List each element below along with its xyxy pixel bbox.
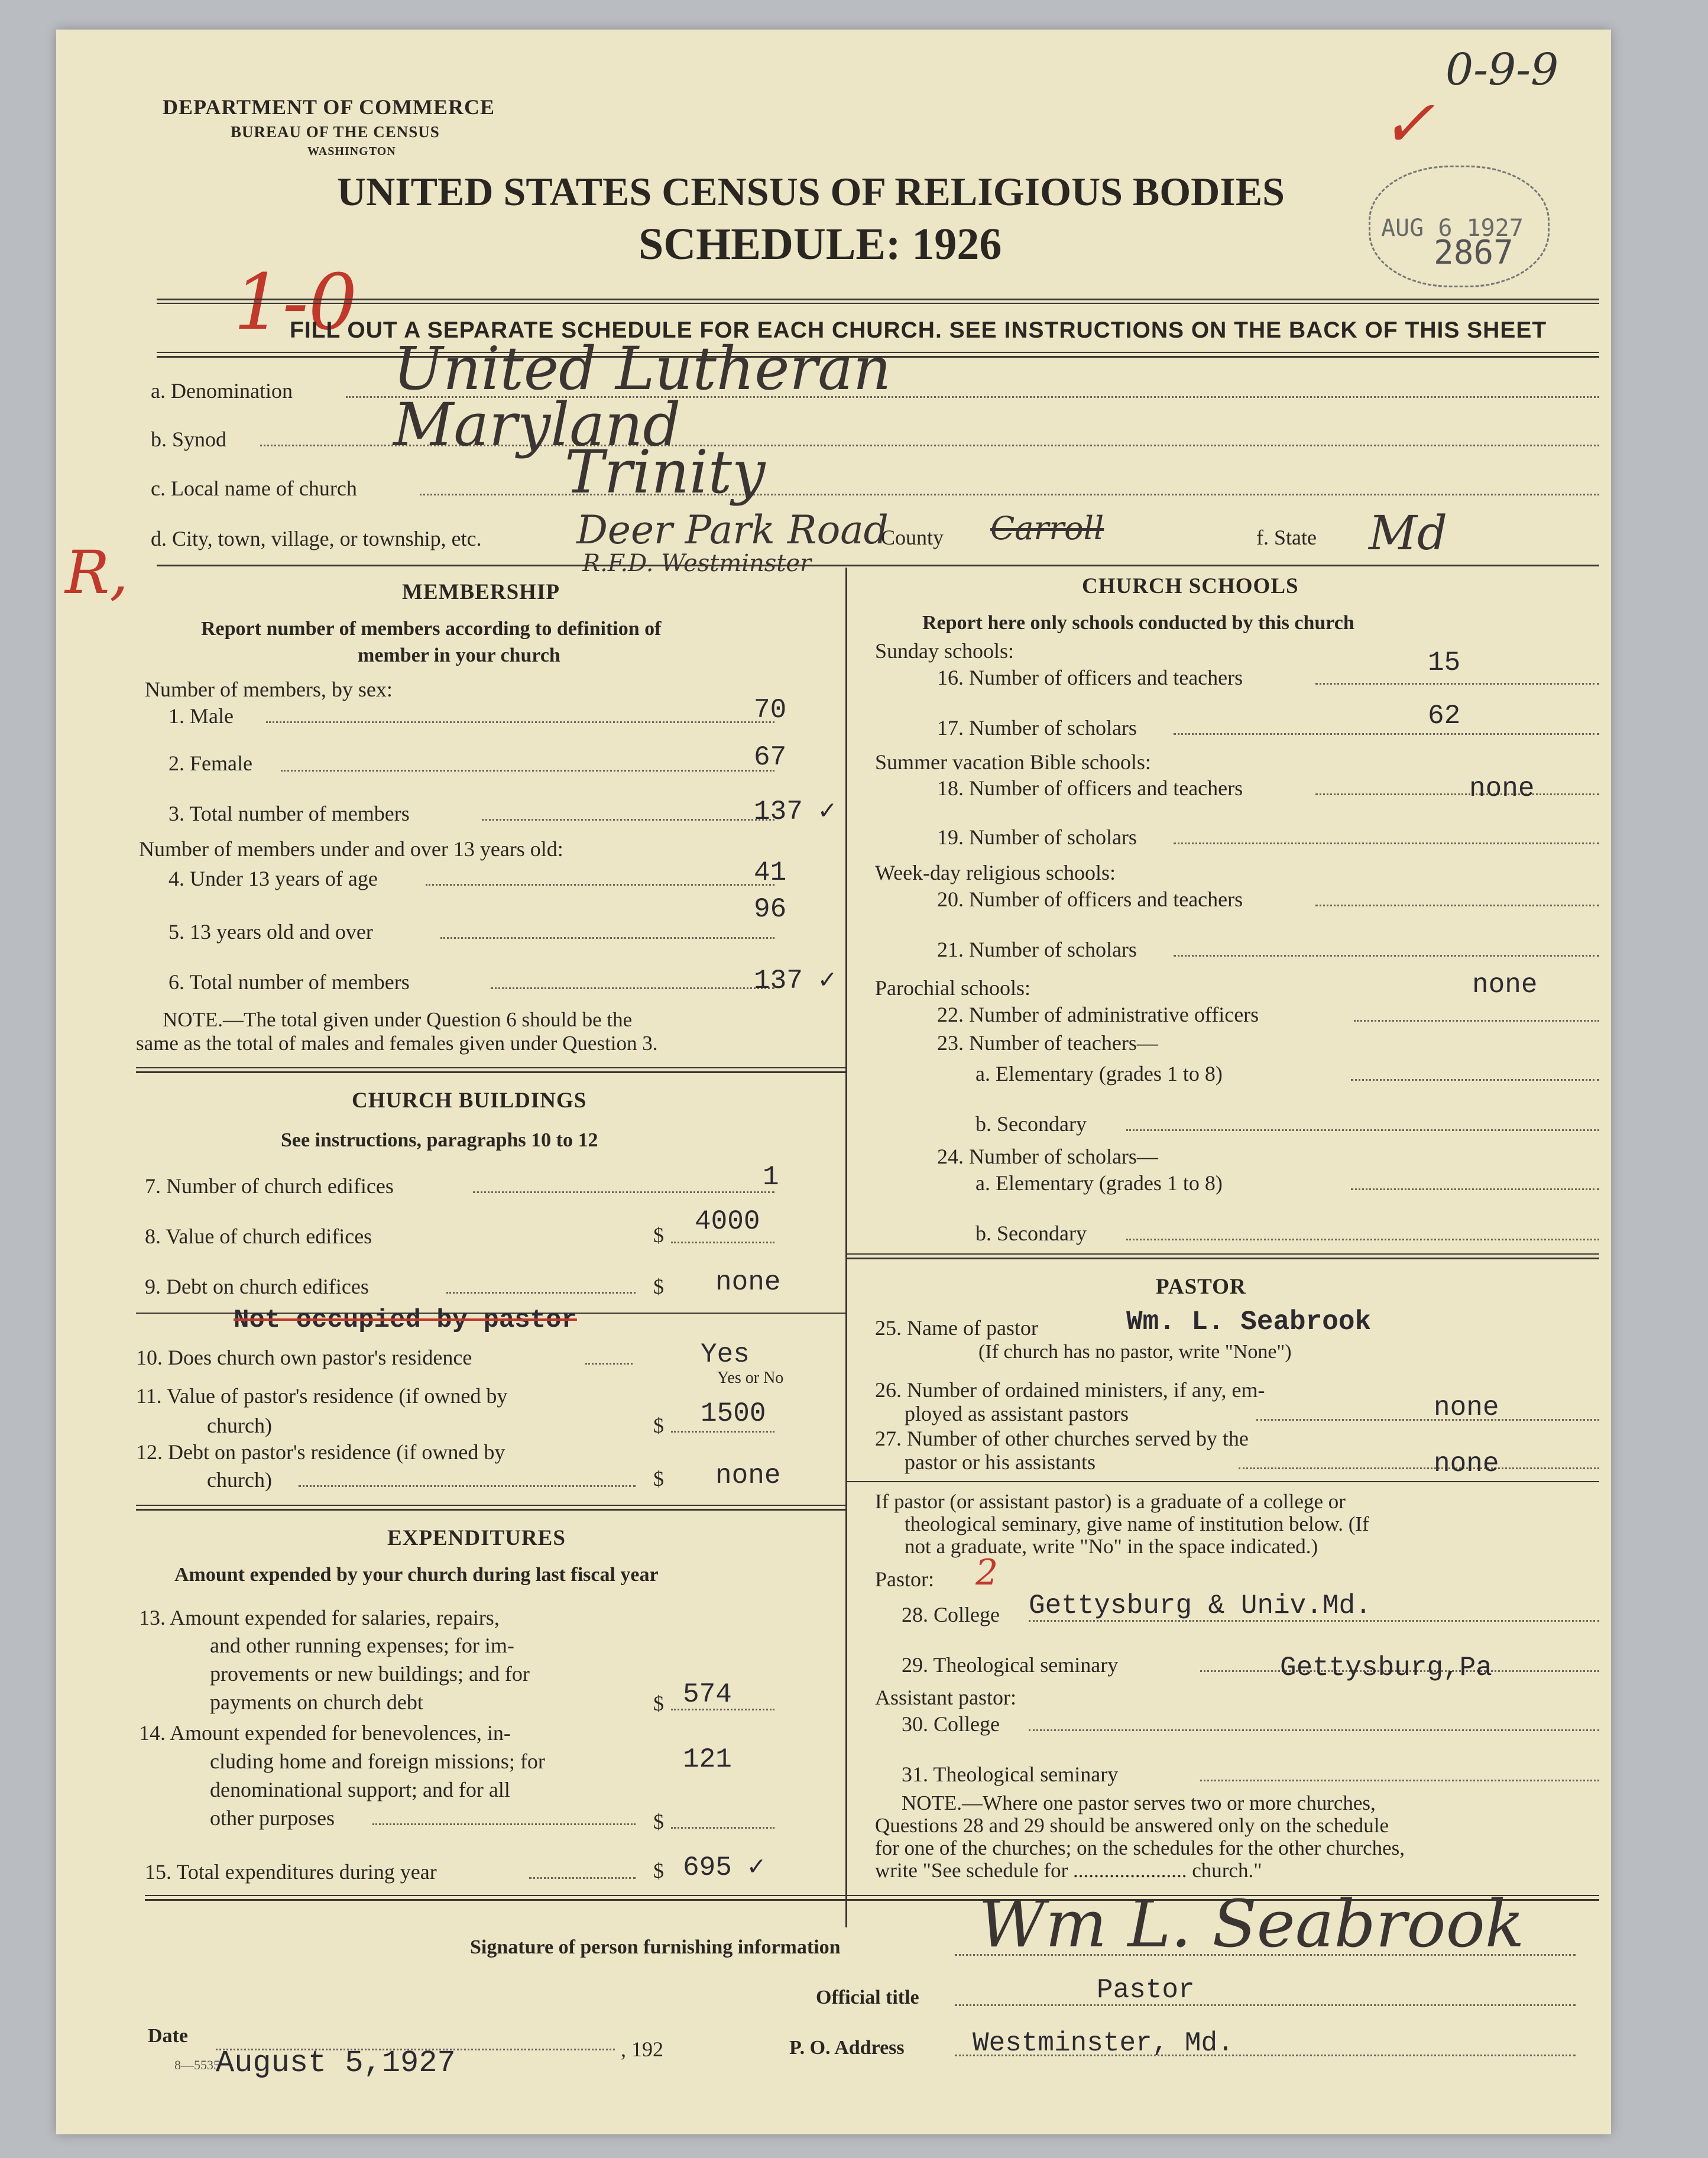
- q5-value[interactable]: 96: [754, 894, 787, 925]
- q12-value[interactable]: none: [715, 1460, 781, 1491]
- state-label: f. State: [1256, 526, 1317, 549]
- instruction-banner: FILL OUT A SEPARATE SCHEDULE FOR EACH CHURCH. SEE INSTRUCTIONS ON THE BACK OF THIS SHEET: [290, 317, 1547, 343]
- q13-currency: $: [653, 1692, 664, 1715]
- q14-currency: $: [653, 1810, 664, 1833]
- q28-value[interactable]: Gettysburg & Univ.Md.: [1029, 1590, 1372, 1621]
- expenditures-instruction: Amount expended by your church during last fiscal year: [174, 1564, 659, 1586]
- sunday-schools-label: Sunday schools:: [875, 639, 1015, 663]
- red-pastor-mark: 2: [975, 1552, 999, 1593]
- q25-label: 25. Name of pastor: [875, 1316, 1038, 1340]
- q15-value[interactable]: 695 ✓: [683, 1852, 765, 1883]
- q29-value[interactable]: Gettysburg,Pa: [1280, 1652, 1492, 1683]
- q9-value[interactable]: none: [715, 1267, 781, 1298]
- q23a-label: a. Elementary (grades 1 to 8): [975, 1062, 1223, 1086]
- city-note: R.F.D. Westminster: [582, 550, 812, 577]
- q17-label: 17. Number of scholars: [937, 716, 1137, 740]
- q28-label: 28. College: [902, 1603, 1000, 1626]
- q15-label: 15. Total expenditures during year: [145, 1860, 437, 1884]
- form-title: UNITED STATES CENSUS OF RELIGIOUS BODIES: [337, 169, 1285, 214]
- q17-value[interactable]: 62: [1428, 701, 1461, 731]
- q12-label-cont: church): [207, 1468, 272, 1492]
- membership-instruction-2: member in your church: [358, 644, 560, 666]
- department-name: DEPARTMENT OF COMMERCE: [163, 95, 495, 119]
- q31-label: 31. Theological seminary: [902, 1762, 1119, 1786]
- q13-label-2: and other running expenses; for im-: [210, 1634, 514, 1657]
- expenditures-heading: EXPENDITURES: [387, 1526, 566, 1550]
- date-year-prefix: , 192: [621, 2037, 663, 2061]
- q26-label-2: ployed as assistant pastors: [905, 1402, 1129, 1425]
- q1-label: 1. Male: [168, 704, 234, 728]
- q2-label: 2. Female: [168, 751, 252, 775]
- q14-label-1: 14. Amount expended for benevolences, in-: [139, 1721, 511, 1745]
- pastor-heading: PASTOR: [1156, 1275, 1246, 1299]
- q24b-label: b. Secondary: [975, 1221, 1087, 1245]
- signature-label: Signature of person furnishing information: [470, 1936, 841, 1958]
- q9-currency: $: [653, 1275, 664, 1298]
- q10-label: 10. Does church own pastor's residence: [136, 1346, 472, 1369]
- file-code: 0-9-9: [1446, 44, 1559, 95]
- county-label: County: [881, 526, 944, 549]
- q8-label: 8. Value of church edifices: [145, 1224, 372, 1248]
- q25-hint: (If church has no pastor, write "None"): [978, 1341, 1292, 1363]
- church-name-value[interactable]: Trinity: [565, 438, 766, 507]
- residence-correction-note: Not occupied by pastor: [234, 1305, 577, 1335]
- city-label: d. City, town, village, or township, etc.: [151, 527, 482, 550]
- q5-label: 5. 13 years old and over: [168, 920, 373, 944]
- location-name: WASHINGTON: [307, 145, 396, 158]
- membership-instruction-1: Report number of members according to definition of: [201, 618, 662, 640]
- denomination-value[interactable]: United Lutheran: [393, 334, 892, 403]
- pastor-footnote-2: Questions 28 and 29 should be answered only on the schedule: [875, 1814, 1389, 1837]
- q25-value[interactable]: Wm. L. Seabrook: [1126, 1307, 1372, 1337]
- q23b-label: b. Secondary: [975, 1112, 1087, 1136]
- q7-value[interactable]: 1: [763, 1162, 779, 1193]
- q11-label-cont: church): [207, 1414, 272, 1437]
- q10-hint: Yes or No: [717, 1369, 784, 1387]
- q30-label: 30. College: [902, 1712, 1000, 1736]
- weekday-schools-label: Week-day religious schools:: [875, 861, 1116, 884]
- official-title-label: Official title: [816, 1987, 919, 2008]
- q14-label-4: other purposes: [210, 1806, 335, 1830]
- state-value[interactable]: Md: [1369, 506, 1448, 560]
- red-r-mark: R,: [65, 538, 129, 607]
- buildings-instruction: See instructions, paragraphs 10 to 12: [281, 1129, 598, 1151]
- membership-heading: MEMBERSHIP: [402, 580, 560, 604]
- pastor-subheading: Pastor:: [875, 1567, 935, 1591]
- pastor-note-2: theological seminary, give name of institution below. (If: [905, 1512, 1369, 1535]
- q6-label: 6. Total number of members: [168, 970, 410, 994]
- q27-value[interactable]: none: [1434, 1449, 1499, 1479]
- date-value[interactable]: August 5,1927: [216, 2046, 456, 2081]
- q4-label: 4. Under 13 years of age: [168, 867, 378, 890]
- membership-note-line-1: NOTE.—The total given under Question 6 should be the: [163, 1008, 633, 1031]
- pastor-note-1: If pastor (or assistant pastor) is a graduate of a college or: [875, 1490, 1346, 1513]
- signature-value[interactable]: Wm L. Seabrook: [978, 1886, 1525, 1962]
- county-value[interactable]: Carroll: [990, 510, 1104, 547]
- q15-currency: $: [653, 1859, 664, 1882]
- pastor-footnote-4: write "See schedule for ...................... church.": [875, 1859, 1262, 1882]
- q24-label: 24. Number of scholars—: [937, 1145, 1158, 1168]
- schools-instruction: Report here only schools conducted by this church: [922, 612, 1354, 634]
- q14-value[interactable]: 121: [683, 1744, 732, 1775]
- po-address-label: P. O. Address: [789, 2037, 905, 2059]
- q12-label: 12. Debt on pastor's residence (if owned by: [136, 1440, 505, 1464]
- q23-label: 23. Number of teachers—: [937, 1031, 1158, 1055]
- q27-label-2: pastor or his assistants: [905, 1450, 1096, 1474]
- synod-value[interactable]: Maryland: [393, 390, 681, 459]
- q18-value[interactable]: none: [1469, 773, 1535, 804]
- q16-value[interactable]: 15: [1428, 647, 1461, 678]
- q3-label: 3. Total number of members: [168, 802, 410, 825]
- parochial-value[interactable]: none: [1472, 970, 1538, 1000]
- q1-value[interactable]: 70: [754, 695, 787, 725]
- parochial-schools-label: Parochial schools:: [875, 976, 1030, 1000]
- pastor-footnote-1: NOTE.—Where one pastor serves two or more churches,: [902, 1791, 1376, 1814]
- q11-currency: $: [653, 1414, 664, 1437]
- church-buildings-heading: CHURCH BUILDINGS: [352, 1088, 587, 1113]
- q7-label: 7. Number of church edifices: [145, 1174, 394, 1198]
- q26-value[interactable]: none: [1434, 1392, 1499, 1423]
- q18-label: 18. Number of officers and teachers: [937, 776, 1243, 800]
- church-name-label: c. Local name of church: [151, 477, 357, 500]
- q27-label-1: 27. Number of other churches served by the: [875, 1427, 1249, 1450]
- po-address-value[interactable]: Westminster, Md.: [973, 2028, 1234, 2059]
- q4-value[interactable]: 41: [754, 857, 787, 888]
- q11-value[interactable]: 1500: [701, 1398, 766, 1429]
- church-schools-heading: CHURCH SCHOOLS: [1082, 574, 1299, 598]
- pastor-footnote-3: for one of the churches; on the schedules for the other churches,: [875, 1836, 1405, 1859]
- denomination-label: a. Denomination: [151, 379, 293, 403]
- q14-label-3: denominational support; and for all: [210, 1778, 510, 1801]
- q16-label: 16. Number of officers and teachers: [937, 666, 1243, 689]
- q29-label: 29. Theological seminary: [902, 1653, 1119, 1677]
- city-value[interactable]: Deer Park Road: [576, 507, 889, 553]
- q3-value[interactable]: 137 ✓: [754, 796, 836, 827]
- q13-label-1: 13. Amount expended for salaries, repairs,: [139, 1606, 500, 1629]
- stamp-date: AUG 6 1927: [1381, 215, 1524, 242]
- q20-label: 20. Number of officers and teachers: [937, 887, 1243, 911]
- assistant-pastor-subheading: Assistant pastor:: [875, 1686, 1016, 1709]
- q26-label-1: 26. Number of ordained ministers, if any, em-: [875, 1378, 1265, 1402]
- q21-label: 21. Number of scholars: [937, 938, 1137, 961]
- official-title-value[interactable]: Pastor: [1097, 1975, 1195, 2005]
- q19-label: 19. Number of scholars: [937, 825, 1137, 849]
- q24a-label: a. Elementary (grades 1 to 8): [975, 1171, 1223, 1195]
- date-label: Date: [148, 2025, 188, 2047]
- membership-note-line-2: same as the total of males and females given under Question 3.: [136, 1032, 658, 1055]
- q11-label: 11. Value of pastor's residence (if owned by: [136, 1384, 508, 1408]
- bureau-name: BUREAU OF THE CENSUS: [231, 123, 440, 141]
- q10-value[interactable]: Yes: [701, 1339, 750, 1370]
- q12-currency: $: [653, 1467, 664, 1490]
- members-by-sex-label: Number of members, by sex:: [145, 678, 393, 701]
- q9-label: 9. Debt on church edifices: [145, 1275, 369, 1298]
- q13-label-4: payments on church debt: [210, 1690, 423, 1714]
- q8-value[interactable]: 4000: [695, 1206, 760, 1237]
- summer-schools-label: Summer vacation Bible schools:: [875, 750, 1151, 774]
- q2-value[interactable]: 67: [754, 742, 787, 773]
- q13-label-3: provements or new buildings; and for: [210, 1662, 530, 1686]
- q13-value[interactable]: 574: [683, 1679, 732, 1710]
- red-check-mark: ✓: [1380, 86, 1435, 161]
- form-subtitle: SCHEDULE: 1926: [639, 219, 1002, 269]
- q14-label-2: cluding home and foreign missions; for: [210, 1749, 545, 1773]
- age-group-label: Number of members under and over 13 years old:: [139, 837, 563, 861]
- print-code: 8—5535: [174, 2057, 220, 2072]
- pastor-note-3: not a graduate, write "No" in the space indicated.): [905, 1535, 1318, 1558]
- census-schedule-sheet: [56, 30, 1611, 2134]
- red-code-mark: 1-0: [234, 257, 358, 347]
- synod-label: b. Synod: [151, 427, 227, 451]
- q22-label: 22. Number of administrative officers: [937, 1003, 1259, 1026]
- serial-number: 2867: [1434, 234, 1513, 272]
- q6-value[interactable]: 137 ✓: [754, 965, 836, 996]
- q8-currency: $: [653, 1223, 664, 1247]
